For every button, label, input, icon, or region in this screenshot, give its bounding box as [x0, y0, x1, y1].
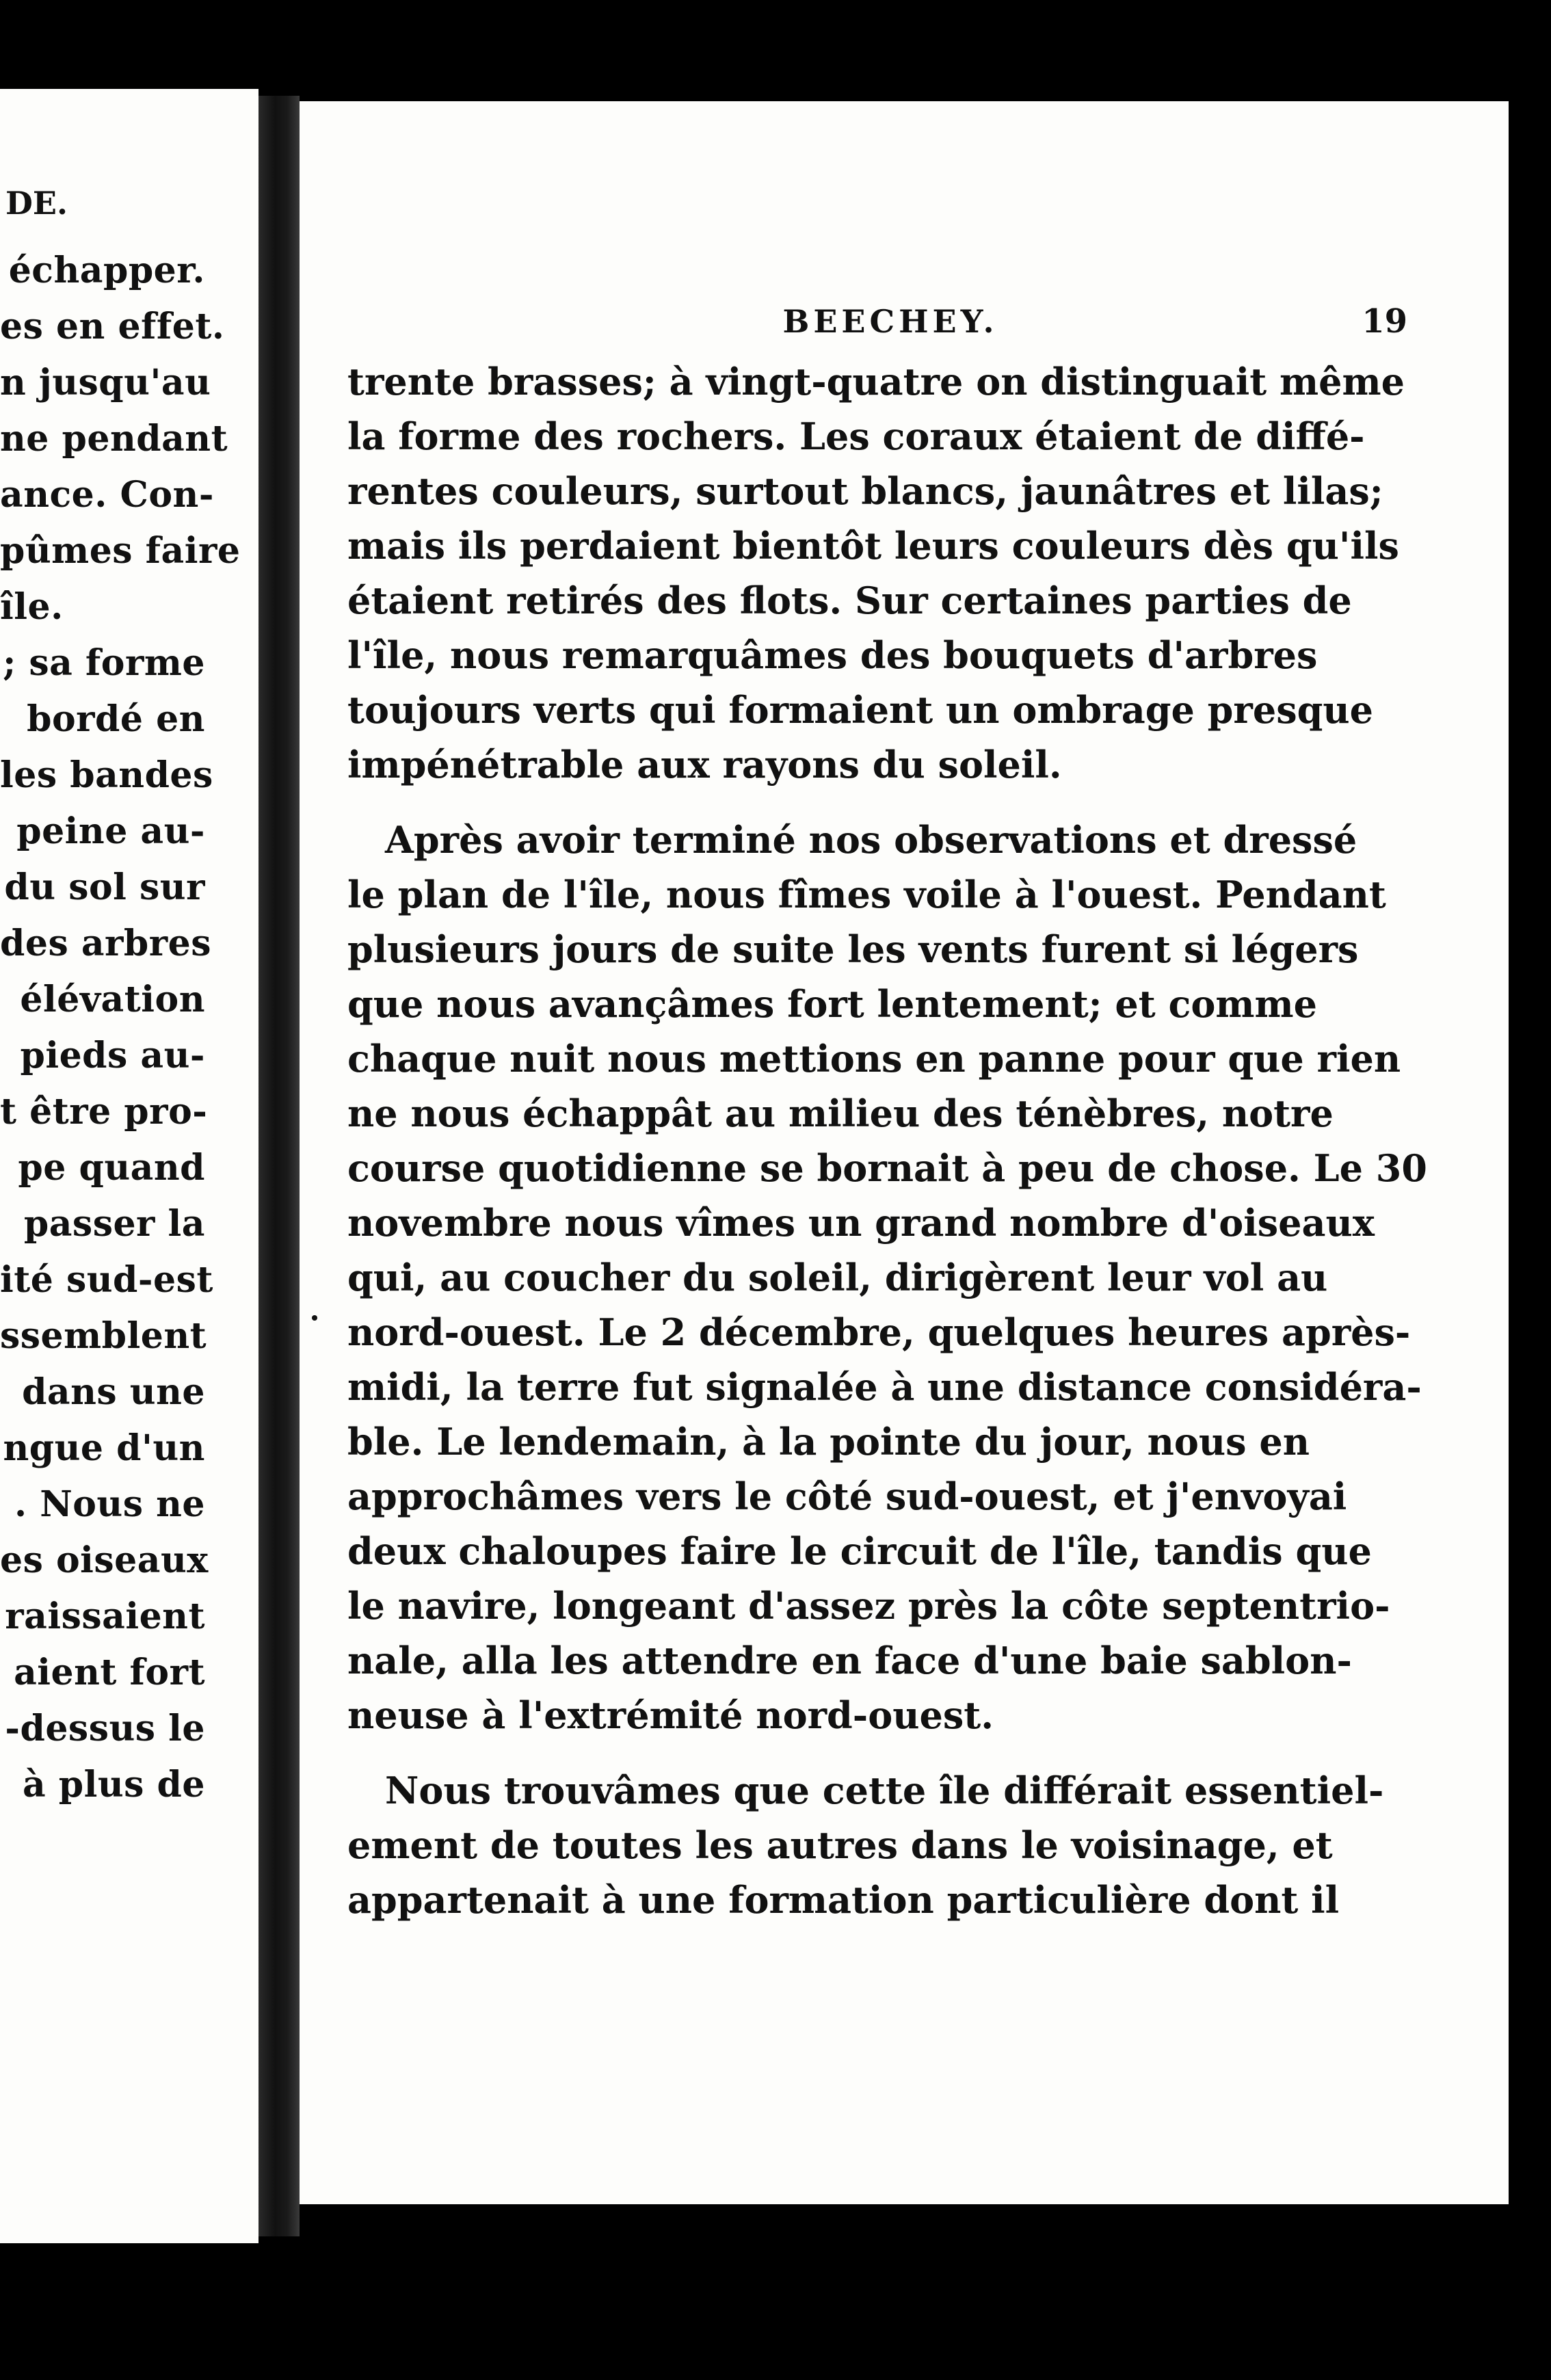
left-line: raissaient — [5, 1596, 205, 1637]
left-line: passer la — [23, 1203, 205, 1245]
left-line: es oiseaux — [0, 1539, 209, 1581]
text-line: Après avoir terminé nos observations et dressé — [385, 818, 1357, 862]
left-line: . Nous ne — [14, 1483, 205, 1525]
left-line: des arbres — [0, 923, 212, 964]
text-line: chaque nuit nous mettions en panne pour que rien — [347, 1037, 1401, 1081]
left-line: -dessus le — [5, 1708, 205, 1749]
main-text — [347, 354, 1427, 1927]
text-line: l'île, nous remarquâmes des bouquets d'arbres — [347, 633, 1318, 677]
text-line: appartenait à une formation particulière dont il — [347, 1878, 1340, 1922]
running-head — [300, 294, 1509, 349]
text-line: que nous avançâmes fort lentement; et comme — [347, 982, 1318, 1026]
left-line: échapper. — [8, 250, 205, 291]
paragraph — [347, 354, 1405, 792]
running-title: BEECHEY. — [782, 303, 998, 340]
text-line: approchâmes vers le côté sud-ouest, et j'envoyai — [347, 1475, 1347, 1518]
left-line: élévation — [20, 979, 205, 1020]
text-line: deux chaloupes faire le circuit de l'île, tandis que — [347, 1529, 1372, 1573]
right-page — [300, 101, 1509, 2204]
left-line: es en effet. — [0, 306, 225, 347]
paragraph-gap — [347, 792, 1254, 812]
left-line: bordé en — [27, 698, 205, 740]
text-line: course quotidienne se bornait à peu de chose. Le 30 — [347, 1146, 1427, 1190]
text-line: ne nous échappât au milieu des ténèbres, notre — [347, 1092, 1334, 1135]
book-gutter — [258, 96, 300, 2236]
text-line: midi, la terre fut signalée à une distance considéra- — [347, 1365, 1422, 1409]
left-line: n jusqu'au — [0, 362, 211, 404]
left-line: les bandes — [0, 754, 213, 796]
left-line: île. — [0, 586, 64, 628]
left-line: à plus de — [22, 1764, 205, 1806]
paragraph — [347, 1763, 1384, 1927]
left-line: ; sa forme — [3, 642, 205, 684]
left-line: aient fort — [14, 1652, 205, 1693]
left-line: ssemblent — [0, 1315, 207, 1357]
text-line: plusieurs jours de suite les vents furent si légers — [347, 927, 1359, 971]
text-line: ement de toutes les autres dans le voisinage, et — [347, 1823, 1333, 1867]
left-line: pe quand — [18, 1147, 205, 1189]
text-line: rentes couleurs, surtout blancs, jaunâtres et lilas; — [347, 469, 1383, 513]
left-page-text — [0, 243, 258, 1813]
text-line: nord-ouest. Le 2 décembre, quelques heures après- — [347, 1310, 1411, 1354]
left-page — [0, 89, 258, 2243]
text-line: neuse à l'extrémité nord-ouest. — [347, 1693, 994, 1737]
text-line: toujours verts qui formaient un ombrage presque — [347, 688, 1373, 732]
text-line: qui, au coucher du soleil, dirigèrent leur vol au — [347, 1256, 1328, 1299]
text-line: le navire, longeant d'assez près la côte septentrio- — [347, 1584, 1390, 1628]
left-line: ance. Con- — [0, 474, 214, 516]
text-line: impénétrable aux rayons du soleil. — [347, 743, 1062, 786]
paragraph-gap — [347, 1743, 1254, 1763]
text-line: étaient retirés des flots. Sur certaines parties de — [347, 579, 1352, 622]
left-line: t être pro- — [0, 1091, 208, 1133]
text-line: mais ils perdaient bientôt leurs couleurs dès qu'ils — [347, 524, 1399, 568]
left-page-header: DE. — [5, 185, 68, 222]
paragraph — [347, 812, 1427, 1743]
left-line: pieds au- — [20, 1035, 205, 1076]
left-line: dans une — [22, 1371, 205, 1413]
text-line: novembre nous vîmes un grand nombre d'oiseaux — [347, 1201, 1375, 1245]
text-line: nale, alla les attendre en face d'une baie sablon- — [347, 1639, 1352, 1682]
left-line: du sol sur — [4, 867, 205, 908]
text-line: le plan de l'île, nous fîmes voile à l'ouest. Pendant — [347, 873, 1386, 916]
left-line: peine au- — [16, 810, 205, 852]
margin-speck — [312, 1315, 317, 1321]
text-line: trente brasses; à vingt-quatre on distinguait même — [347, 360, 1405, 404]
left-line: pûmes faire — [0, 530, 241, 572]
page-number: 19 — [1362, 302, 1407, 341]
text-line: la forme des rochers. Les coraux étaient de diffé- — [347, 414, 1365, 458]
text-line: ble. Le lendemain, à la pointe du jour, nous en — [347, 1420, 1310, 1464]
left-line: ité sud-est — [0, 1259, 213, 1301]
left-line: ne pendant — [0, 418, 228, 460]
left-line: ngue d'un — [3, 1427, 205, 1469]
text-line: Nous trouvâmes que cette île différait essentiel- — [385, 1769, 1384, 1812]
